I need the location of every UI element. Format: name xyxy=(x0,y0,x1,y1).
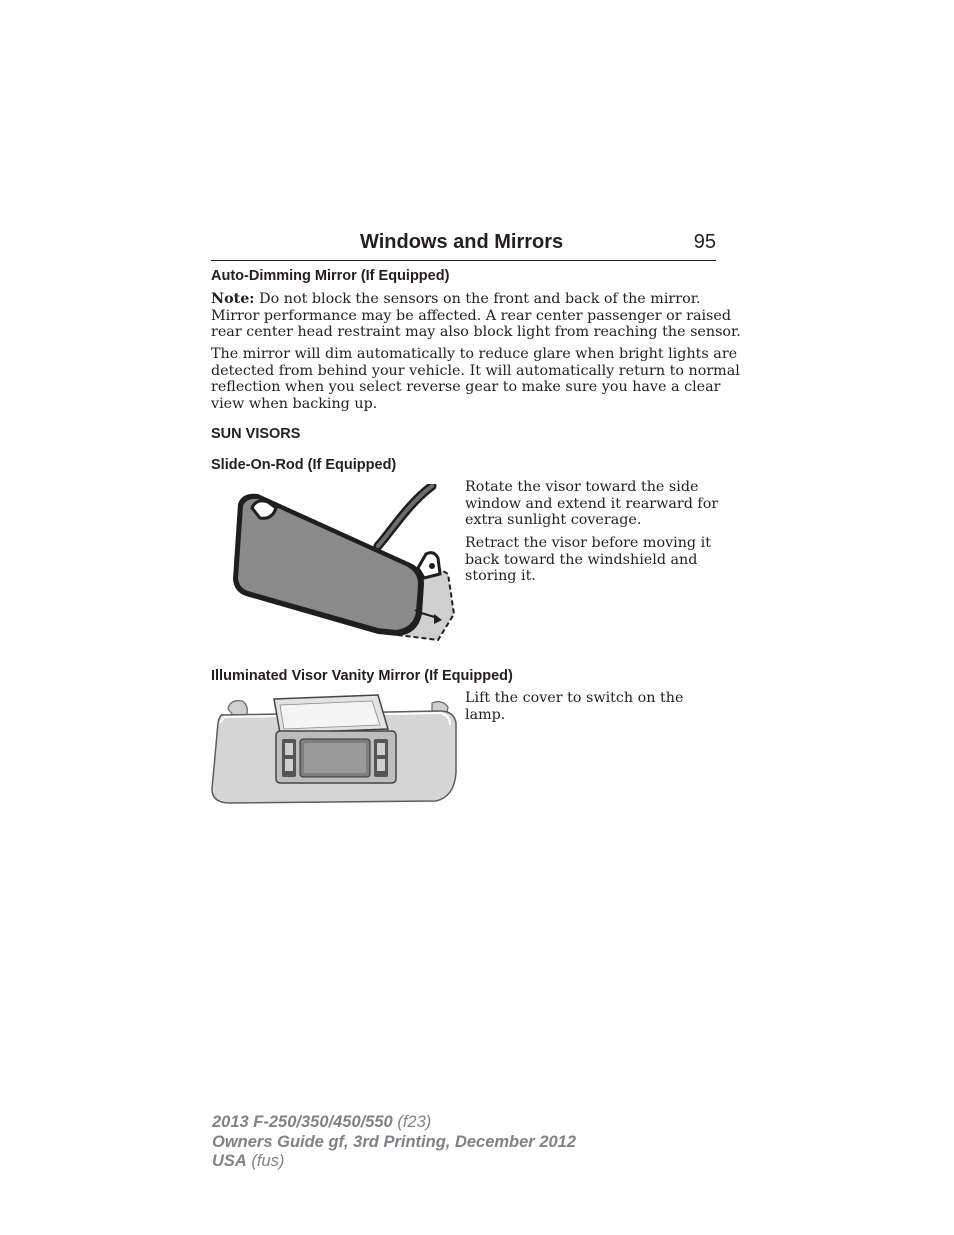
body-line-4: view when backing up. xyxy=(211,395,378,412)
vanity-mirror-illustration xyxy=(210,693,460,807)
page-number: 95 xyxy=(693,231,716,253)
auto-dimming-heading: Auto-Dimming Mirror (If Equipped) xyxy=(211,268,450,284)
retract-line-3: storing it. xyxy=(465,568,536,585)
slide-on-rod-heading: Slide-On-Rod (If Equipped) xyxy=(211,457,397,473)
footer-line-2: Owners Guide gf, 3rd Printing, December 2012 xyxy=(212,1132,577,1151)
page-footer xyxy=(212,1113,576,1172)
slide-on-rod-visor-illustration xyxy=(228,484,458,642)
section-title: Windows and Mirrors xyxy=(360,231,564,253)
rotate-line-1: Rotate the visor toward the side xyxy=(465,479,699,495)
vanity-mirror-text xyxy=(465,690,715,723)
vanity-mirror-heading: Illuminated Visor Vanity Mirror (If Equipped) xyxy=(211,668,513,684)
footer-line-1: 2013 F-250/350/450/550 (f23) xyxy=(212,1113,432,1131)
body-line-1: The mirror will dim automatically to reduce glare when bright lights are xyxy=(211,346,738,362)
body-line-3: reflection when you select reverse gear to make sure you have a clear xyxy=(211,379,721,396)
retract-line-1: Retract the visor before moving it xyxy=(465,535,711,551)
note-label: Note: xyxy=(211,291,255,307)
slide-on-rod-text-1 xyxy=(465,479,719,529)
lift-line-2: lamp. xyxy=(465,706,506,723)
retract-line-2: back toward the windshield and xyxy=(465,551,698,568)
slide-on-rod-text-2 xyxy=(465,535,715,585)
footer-line-3: USA (fus) xyxy=(212,1152,285,1170)
lift-line-1: Lift the cover to switch on the xyxy=(465,690,684,706)
note-line-2: Mirror performance may be affected. A rear center passenger or raised xyxy=(211,307,732,324)
body-line-2: detected from behind your vehicle. It will automatically return to normal xyxy=(211,362,740,379)
page-header xyxy=(211,228,716,261)
auto-dimming-note xyxy=(211,291,741,341)
note-line-3: rear center head restraint may also block light from reaching the sensor. xyxy=(211,324,741,341)
note-line-1: Note: Do not block the sensors on the front and back of the mirror. xyxy=(211,291,701,307)
sun-visors-heading: SUN VISORS xyxy=(211,426,301,442)
rotate-line-2: window and extend it rearward for xyxy=(465,495,719,512)
auto-dimming-body xyxy=(211,346,740,412)
rotate-line-3: extra sunlight coverage. xyxy=(465,512,642,529)
